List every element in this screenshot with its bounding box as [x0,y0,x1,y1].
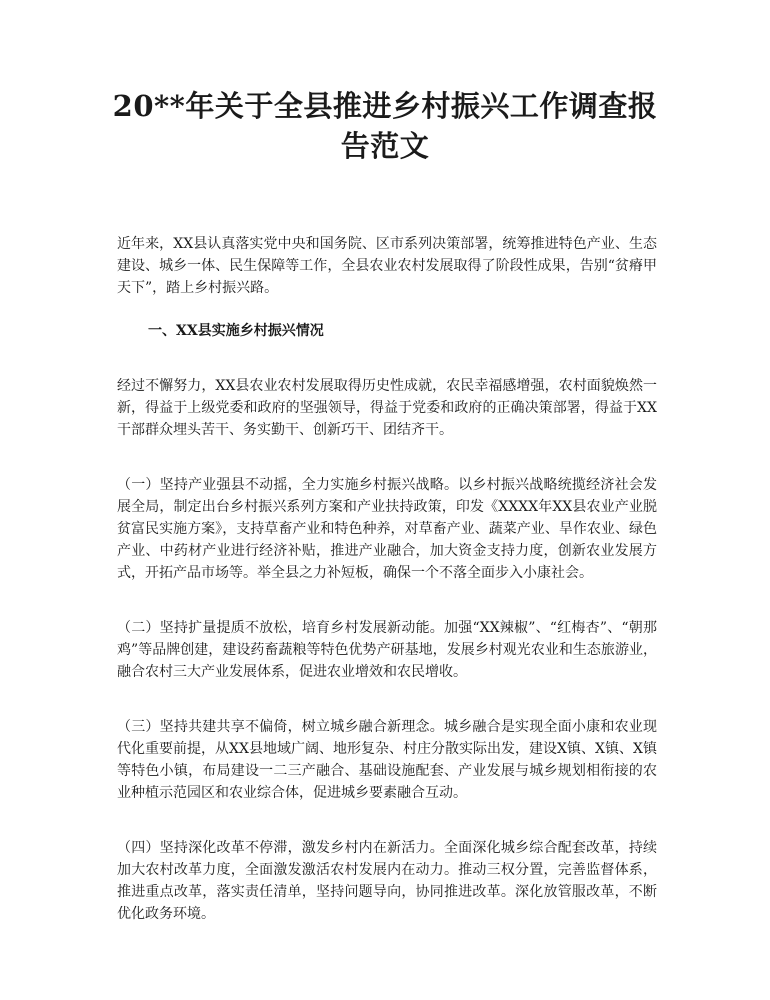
section-summary-paragraph: 经过不懈努力，XX县农业农村发展取得历史性成就，农民幸福感增强，农村面貌焕然一新，得益于上级党委和政府的坚强领导，得益于党委和政府的正确决策部署，得益于XX干部群众埋头苦干、务实勤干、创新巧干、团结齐干。 [117,378,657,438]
document-title: 20**年关于全县推进乡村振兴工作调查报告范文 [112,89,658,163]
section-heading: 一、XX县实施乡村振兴情况 [148,323,324,339]
item-paragraph-1: （一）坚持产业强县不动摇，全力实施乡村振兴战略。以乡村振兴战略统揽经济社会发展全局，制定出台乡村振兴系列方案和产业扶持政策，印发《XXXX年XX县农业产业脱贫富民实施方案》，支持草畜产业和特色种养，对草畜产业、蔬菜产业、旱作农业、绿色产业、中药材产业进行经济补贴，推进产业融合，加大资金支持力度，创新农业发展方式，开拓产品市场等。举全县之力补短板，确保一个不落全面步入小康社会。 [117,477,657,581]
item-paragraph-4: （四）坚持深化改革不停滞，激发乡村内在新活力。全面深化城乡综合配套改革，持续加大农村改革力度，全面激发激活农村发展内在动力。推动三权分置，完善监督体系，推进重点改革，落实责任清单，坚持问题导向，协同推进改革。深化放管服改革，不断优化政务环境。 [117,840,657,922]
item-paragraph-3: （三）坚持共建共享不偏倚，树立城乡融合新理念。城乡融合是实现全面小康和农业现代化重要前提，从XX县地域广阔、地形复杂、村庄分散实际出发，建设X镇、X镇、X镇等特色小镇，布局建设一二三产融合、基础设施配套、产业发展与城乡规划相衔接的农业种植示范园区和农业综合体，促进城乡要素融合互动。 [117,719,657,801]
item-paragraph-2: （二）坚持扩量提质不放松，培育乡村发展新动能。加强“XX辣椒”、“红梅杏”、“朝那鸡”等品牌创建，建设药畜蔬粮等特色优势产研基地，发展乡村观光农业和生态旅游业，融合农村三大产业发展体系，促进农业增效和农民增收。 [117,620,657,680]
document-body [117,233,657,925]
intro-paragraph: 近年来，XX县认真落实党中央和国务院、区市系列决策部署，统筹推进特色产业、生态建设、城乡一体、民生保障等工作，全县农业农村发展取得了阶段性成果，告别“贫瘠甲天下”，踏上乡村振兴路。 [117,236,657,296]
